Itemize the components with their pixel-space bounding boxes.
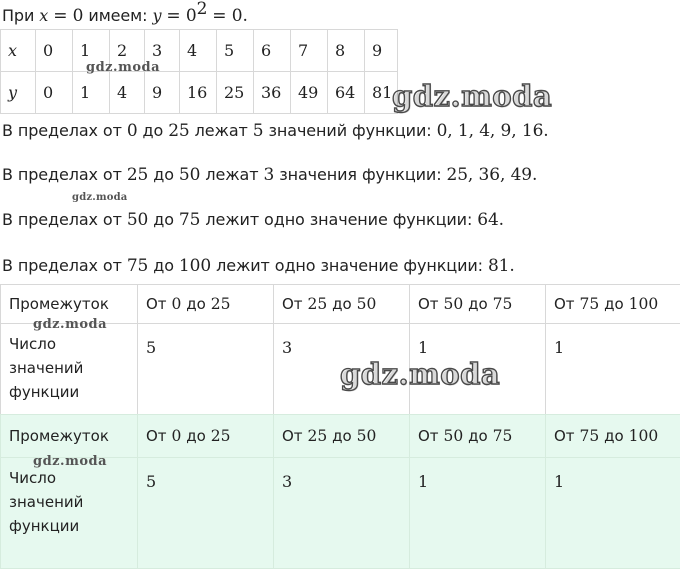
- statement-text: до: [153, 165, 174, 184]
- y-cell: 81: [365, 72, 398, 114]
- x-label: x: [1, 30, 36, 72]
- x-cell: 7: [291, 30, 328, 72]
- range-to-word: до: [468, 427, 488, 445]
- intro-eq-y: = 0: [166, 6, 197, 26]
- y-row: [1, 72, 398, 114]
- range-to-word: до: [332, 427, 352, 445]
- statement-from: 50: [126, 210, 149, 230]
- x-cell: 3: [145, 30, 180, 72]
- count-label-line: Число: [9, 469, 57, 487]
- range-from: 75: [579, 427, 600, 445]
- watermark: gdz.moda: [33, 454, 108, 469]
- count-cell: 5: [138, 458, 274, 569]
- intro-middle: имеем:: [88, 6, 148, 25]
- x-cell: 9: [365, 30, 398, 72]
- range-from-word: От: [554, 295, 575, 313]
- statement-2: [2, 165, 537, 185]
- statement-text: до: [153, 256, 174, 275]
- statement-text: до: [153, 210, 174, 229]
- x-cell: 8: [328, 30, 365, 72]
- count-label: [1, 458, 138, 569]
- count-cell: 1: [410, 324, 546, 428]
- range-to-word: до: [186, 427, 206, 445]
- range-from: 75: [579, 295, 600, 313]
- y-cell: 0: [36, 72, 73, 114]
- statement-text: В пределах от: [2, 165, 122, 184]
- range-label: Промежуток: [1, 415, 138, 458]
- count-cell: 1: [546, 324, 680, 428]
- statement-count: 5: [252, 121, 264, 141]
- statement-text: значений функции:: [268, 121, 432, 140]
- intro-var-x: x: [39, 6, 49, 25]
- range-label: Промежуток: [1, 285, 138, 324]
- x-cell: 0: [36, 30, 73, 72]
- statement-values: 25, 36, 49.: [446, 165, 538, 185]
- range-cell: [410, 415, 546, 458]
- range-cell: [138, 285, 274, 324]
- intro-exponent: 2: [196, 0, 208, 19]
- y-cell: 25: [217, 72, 254, 114]
- range-cell: [138, 415, 274, 458]
- range-from-word: От: [146, 295, 167, 313]
- count-cell: 3: [274, 458, 410, 569]
- range-from: 50: [443, 295, 464, 313]
- statement-from: 0: [126, 121, 138, 141]
- range-cell: [410, 285, 546, 324]
- intro-eq-x: = 0: [53, 6, 84, 26]
- count-label-line: значений: [9, 359, 84, 377]
- y-label: y: [1, 72, 36, 114]
- y-cell: 1: [73, 72, 110, 114]
- range-cell: [274, 415, 410, 458]
- watermark: gdz.moda: [392, 79, 553, 113]
- y-cell: 4: [110, 72, 145, 114]
- statement-to: 75: [178, 210, 201, 230]
- statement-text: лежит одно значение функции:: [216, 256, 483, 275]
- range-from-word: От: [282, 295, 303, 313]
- statement-to: 100: [178, 256, 212, 276]
- range-from-word: От: [282, 427, 303, 445]
- statement-values: 0, 1, 4, 9, 16.: [436, 121, 549, 141]
- range-from: 0: [171, 295, 182, 313]
- range-from: 50: [443, 427, 464, 445]
- statement-from: 25: [126, 165, 149, 185]
- range-to-word: до: [468, 295, 488, 313]
- statement-values: 64.: [477, 210, 504, 230]
- x-cell: 4: [180, 30, 217, 72]
- count-row: [1, 458, 680, 569]
- range-to: 75: [492, 427, 513, 445]
- range-row: [1, 415, 680, 458]
- watermark: gdz.moda: [33, 317, 108, 332]
- summary-table: [0, 284, 680, 428]
- intro-line: [2, 0, 248, 26]
- intro-tail: = 0.: [212, 6, 248, 26]
- range-to: 50: [356, 295, 377, 313]
- range-from: 25: [307, 427, 328, 445]
- count-label-line: значений: [9, 493, 84, 511]
- count-label: [1, 324, 138, 428]
- count-label-line: функции: [9, 517, 80, 535]
- statement-text: В пределах от: [2, 256, 122, 275]
- statement-from: 75: [126, 256, 149, 276]
- count-label-line: функции: [9, 383, 80, 401]
- range-from-word: От: [418, 427, 439, 445]
- range-to-word: до: [604, 427, 624, 445]
- range-cell: [546, 415, 680, 458]
- count-label-line: Число: [9, 335, 57, 353]
- x-cell: 6: [254, 30, 291, 72]
- count-cell: 3: [274, 324, 410, 428]
- summary-table-highlighted: [0, 414, 680, 569]
- range-to: 50: [356, 427, 377, 445]
- range-to: 100: [628, 427, 659, 445]
- watermark: gdz.moda: [340, 357, 501, 391]
- statement-4: [2, 256, 515, 276]
- statement-text: В пределах от: [2, 210, 122, 229]
- statement-3: [2, 210, 504, 230]
- range-cell: [274, 285, 410, 324]
- x-cell: 1: [73, 30, 110, 72]
- statement-text: В пределах от: [2, 121, 122, 140]
- statement-count: 3: [263, 165, 275, 185]
- range-from: 25: [307, 295, 328, 313]
- x-cell: 5: [217, 30, 254, 72]
- values-table: [0, 29, 398, 114]
- y-cell: 16: [180, 72, 217, 114]
- range-to: 75: [492, 295, 513, 313]
- y-cell: 49: [291, 72, 328, 114]
- statement-text: лежат: [205, 165, 259, 184]
- range-to-word: до: [186, 295, 206, 313]
- range-to: 25: [210, 295, 231, 313]
- statement-to: 50: [178, 165, 201, 185]
- range-from: 0: [171, 427, 182, 445]
- y-cell: 36: [254, 72, 291, 114]
- y-cell: 64: [328, 72, 365, 114]
- range-to: 100: [628, 295, 659, 313]
- watermark: gdz.moda: [72, 192, 128, 203]
- intro-var-y: y: [152, 6, 162, 25]
- range-to-word: до: [332, 295, 352, 313]
- y-cell: 9: [145, 72, 180, 114]
- count-cell: 1: [410, 458, 546, 569]
- statement-text: до: [142, 121, 164, 140]
- x-cell: 2: [110, 30, 145, 72]
- range-from-word: От: [418, 295, 439, 313]
- statement-values: 81.: [487, 256, 515, 276]
- range-to: 25: [210, 427, 231, 445]
- statement-text: лежит одно значение функции:: [205, 210, 473, 229]
- count-cell: 1: [546, 458, 680, 569]
- range-cell: [546, 285, 680, 324]
- range-to-word: до: [604, 295, 624, 313]
- statement-text: лежат: [194, 121, 248, 140]
- statement-1: [2, 121, 549, 141]
- statement-to: 25: [168, 121, 190, 141]
- x-row: [1, 30, 398, 72]
- statement-text: значения функции:: [279, 165, 442, 184]
- range-from-word: От: [554, 427, 575, 445]
- intro-prefix: При: [2, 6, 35, 25]
- range-from-word: От: [146, 427, 167, 445]
- watermark: gdz.moda: [86, 60, 161, 75]
- count-cell: 5: [138, 324, 274, 428]
